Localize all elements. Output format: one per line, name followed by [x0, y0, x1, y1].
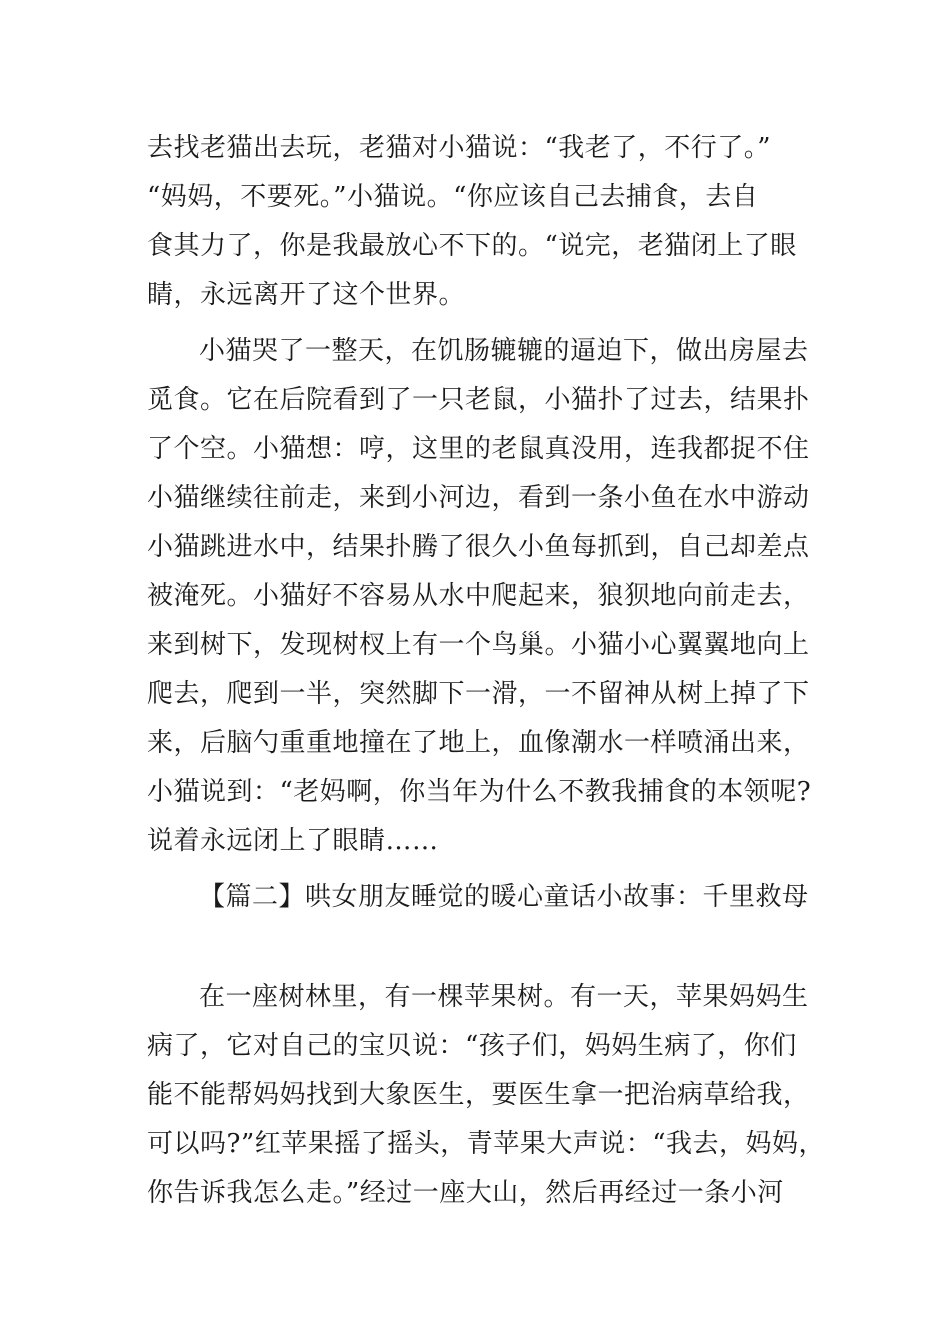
text-line: 小猫跳进水中，结果扑腾了很久小鱼每抓到，自己却差点 [147, 532, 810, 562]
text-line: 可以吗?”红苹果摇了摇头，青苹果大声说：“我去，妈妈， [147, 1129, 826, 1159]
text-line: 爬去，爬到一半，突然脚下一滑，一不留神从树上掉了下 [147, 679, 810, 709]
paragraph-start-line: 小猫哭了一整天，在饥肠辘辘的逼迫下，做出房屋去 [199, 336, 809, 366]
text-line: 去找老猫出去玩，老猫对小猫说：“我老了，不行了。” [147, 133, 772, 163]
text-line: 睛，永远离开了这个世界。 [147, 280, 466, 310]
text-line: 小猫说到：“老妈啊，你当年为什么不教我捕食的本领呢? [147, 777, 812, 807]
text-line: 来到树下，发现树杈上有一个鸟巢。小猫小心翼翼地向上 [147, 630, 810, 660]
text-line: 被淹死。小猫好不容易从水中爬起来，狼狈地向前走去， [147, 581, 810, 611]
text-line: 觅食。它在后院看到了一只老鼠，小猫扑了过去，结果扑 [147, 385, 810, 415]
text-line: 来，后脑勺重重地撞在了地上，血像潮水一样喷涌出来， [147, 728, 810, 758]
text-line: “妈妈，不要死。”小猫说。“你应该自己去捕食，去自 [147, 182, 759, 212]
text-line: 食其力了，你是我最放心不下的。“说完，老猫闭上了眼 [147, 231, 797, 261]
text-line: 病了，它对自己的宝贝说：“孩子们，妈妈生病了，你们 [147, 1031, 797, 1061]
text-line: 能不能帮妈妈找到大象医生，要医生拿一把治病草给我， [147, 1080, 810, 1110]
text-line: 你告诉我怎么走。”经过一座大山，然后再经过一条小河 [147, 1178, 784, 1208]
text-line: 了个空。小猫想：哼，这里的老鼠真没用，连我都捉不住 [147, 434, 810, 464]
section-heading: 【篇二】哄女朋友睡觉的暖心童话小故事：千里救母 [199, 882, 809, 912]
paragraph-start-line: 在一座树林里，有一棵苹果树。有一天，苹果妈妈生 [199, 982, 809, 1012]
text-line: 说着永远闭上了眼睛…… [147, 826, 439, 856]
text-line: 小猫继续往前走，来到小河边，看到一条小鱼在水中游动 [147, 483, 810, 513]
